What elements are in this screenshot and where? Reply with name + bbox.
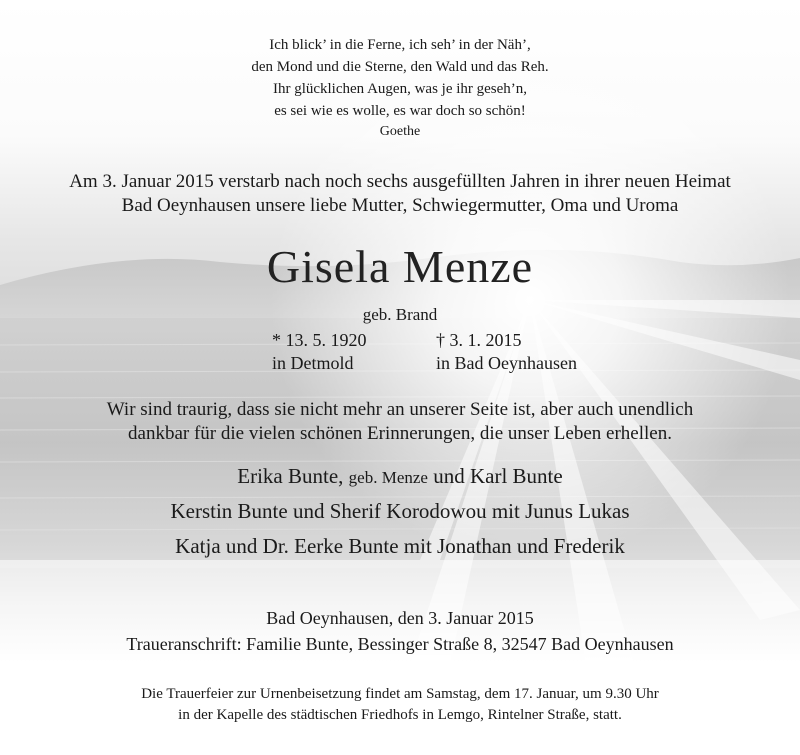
poem-line-4: es sei wie es wolle, es war doch so schön!: [274, 103, 526, 119]
family-line-1: [0, 464, 800, 489]
mourning-address: Traueranschrift: Familie Bunte, Bessinger Straße 8, 32547 Bad Oeynhausen: [126, 634, 674, 654]
birth-date: * 13. 5. 1920: [272, 330, 367, 350]
poem-line-3: Ihr glücklichen Augen, was je ihr geseh’n,: [272, 81, 528, 97]
family-name-erika: Erika Bunte,: [237, 464, 344, 488]
poem-author: Goethe: [379, 124, 421, 139]
intro-line-2: Bad Oeynhausen unsere liebe Mutter, Schwiegermutter, Oma und Uroma: [121, 195, 679, 216]
intro-line-1: Am 3. Januar 2015 verstarb nach noch sechs ausgefüllten Jahren in ihrer neuen Heimat: [69, 171, 731, 192]
ceremony-line-2: in der Kapelle des städtischen Friedhofs in Lemgo, Rintelner Straße, statt.: [178, 707, 622, 723]
family-line-2: Kerstin Bunte und Sherif Korodowou mit Junus Lukas: [170, 499, 630, 523]
family-line-3: Katja und Dr. Eerke Bunte mit Jonathan und Frederik: [175, 534, 625, 558]
family-name-karl: und Karl Bunte: [433, 464, 563, 488]
thanks-line-2: dankbar für die vielen schönen Erinnerungen, die unser Leben erhellen.: [128, 423, 672, 444]
place-and-date: Bad Oeynhausen, den 3. Januar 2015: [266, 608, 534, 628]
birth-info: [272, 330, 367, 374]
maiden-name: geb. Brand: [362, 305, 438, 324]
birth-place: in Detmold: [272, 353, 354, 373]
death-date: † 3. 1. 2015: [436, 330, 522, 350]
family-maiden-name: geb. Menze: [348, 468, 428, 487]
death-info: [436, 330, 577, 374]
thanks-line-1: Wir sind traurig, dass sie nicht mehr an unserer Seite ist, aber auch unendlich: [106, 399, 694, 420]
ceremony-line-1: Die Trauerfeier zur Urnenbeisetzung findet am Samstag, dem 17. Januar, um 9.30 Uhr: [141, 686, 659, 702]
death-place: in Bad Oeynhausen: [436, 353, 577, 373]
deceased-name: Gisela Menze: [266, 241, 534, 292]
poem-line-2: den Mond und die Sterne, den Wald und das Reh.: [251, 59, 549, 75]
poem-line-1: Ich blick’ in die Ferne, ich seh’ in der Näh’,: [269, 37, 531, 53]
